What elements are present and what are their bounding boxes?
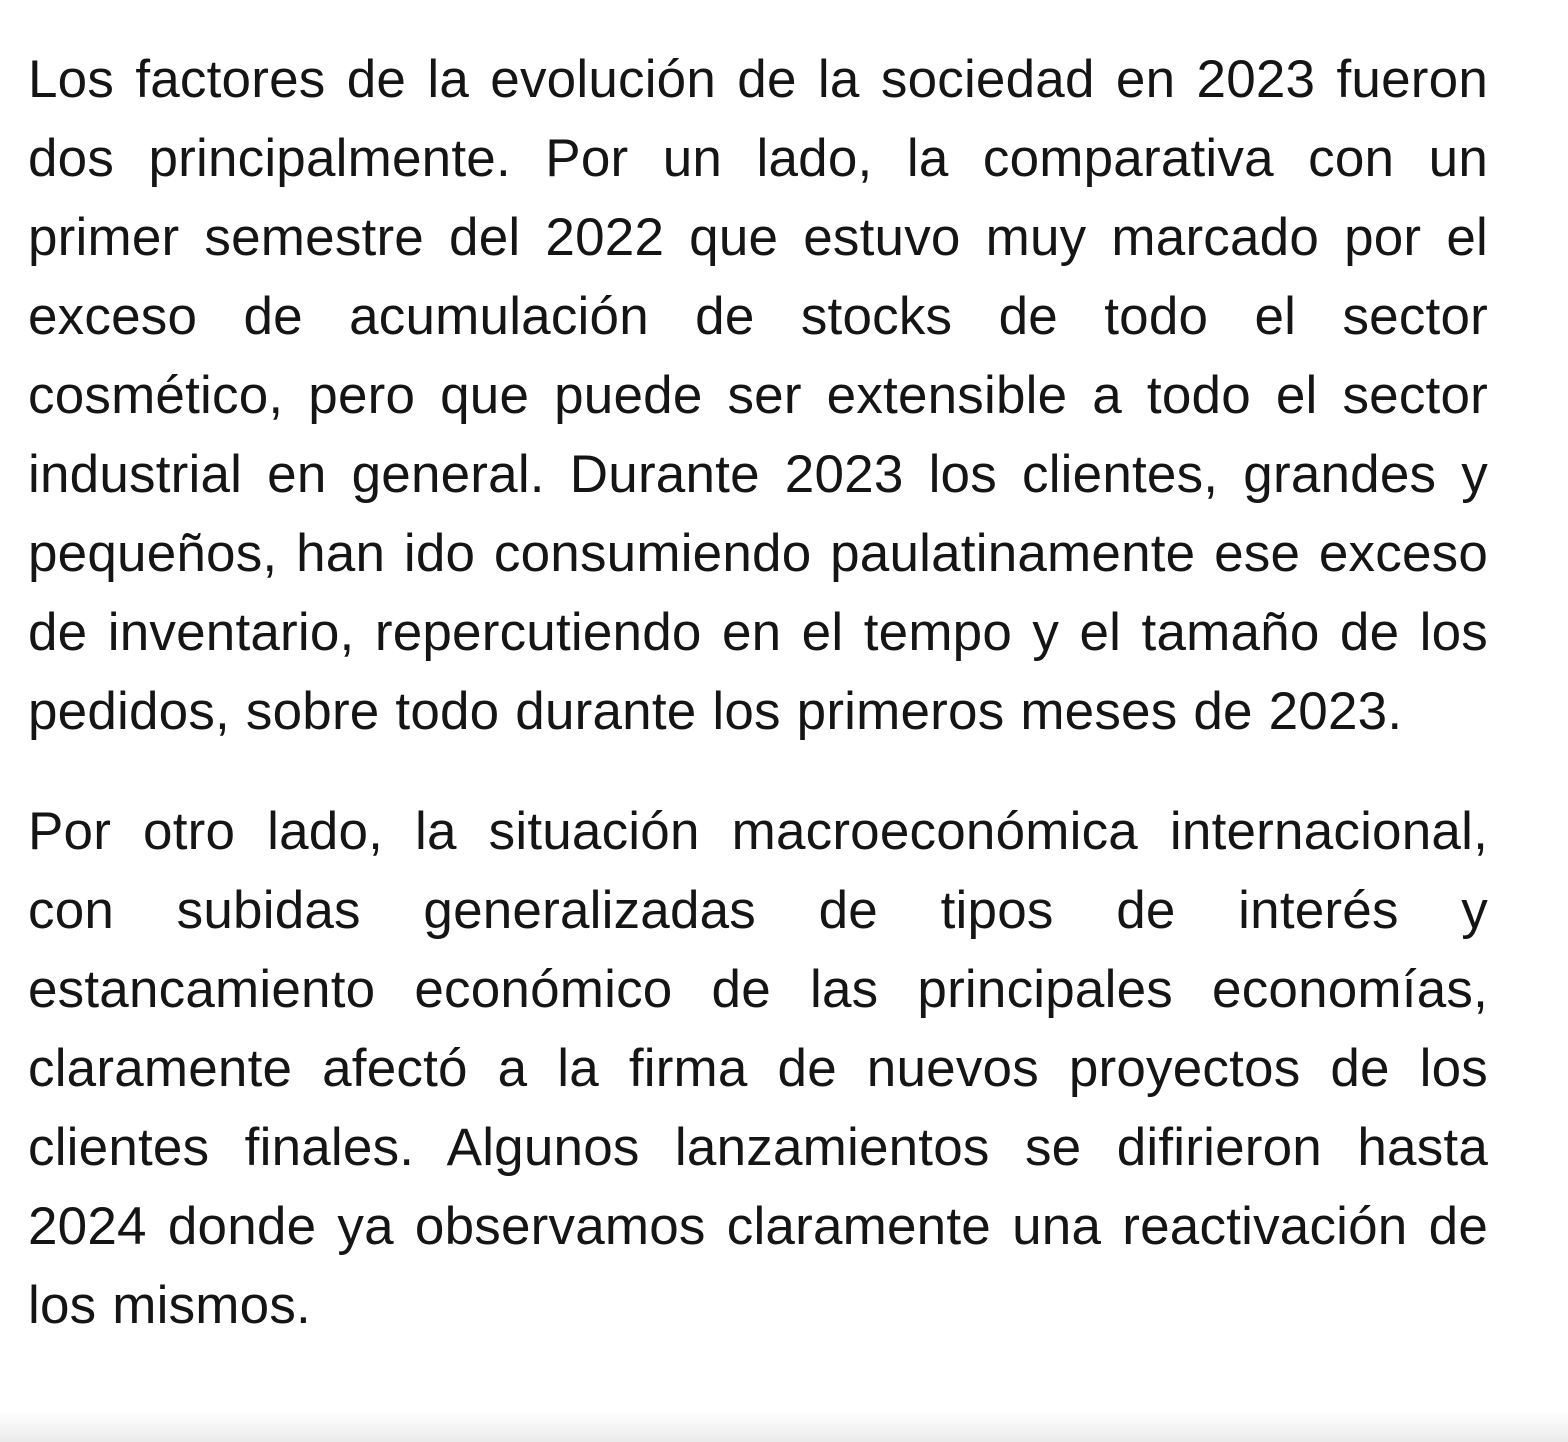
paragraph-2: Por otro lado, la situación macroeconómica internacional, con subidas generalizadas de tipos de interés y estancamiento económico de las principales economías, claramente afectó a la firma de nuevos proyectos de los clientes finales. Algunos lanzamientos se difirieron hasta 2024 donde ya observamos claramente una reactivación de los mismos. xyxy=(28,802,1488,1335)
bottom-fade xyxy=(0,1412,1568,1442)
document-body xyxy=(28,40,1488,1345)
paragraph-1: Los factores de la evolución de la sociedad en 2023 fueron dos principalmente. Por un lado, la comparativa con un primer semestre del 2022 que estuvo muy marcado por el exceso de acumulación de stocks de todo el sector cosmético, pero que puede ser extensible a todo el sector industrial en general. Durante 2023 los clientes, grandes y pequeños, han ido consumiendo paulatinamente ese exceso de inventario, repercutiendo en el tempo y el tamaño de los pedidos, sobre todo durante los primeros meses de 2023. xyxy=(28,50,1488,741)
